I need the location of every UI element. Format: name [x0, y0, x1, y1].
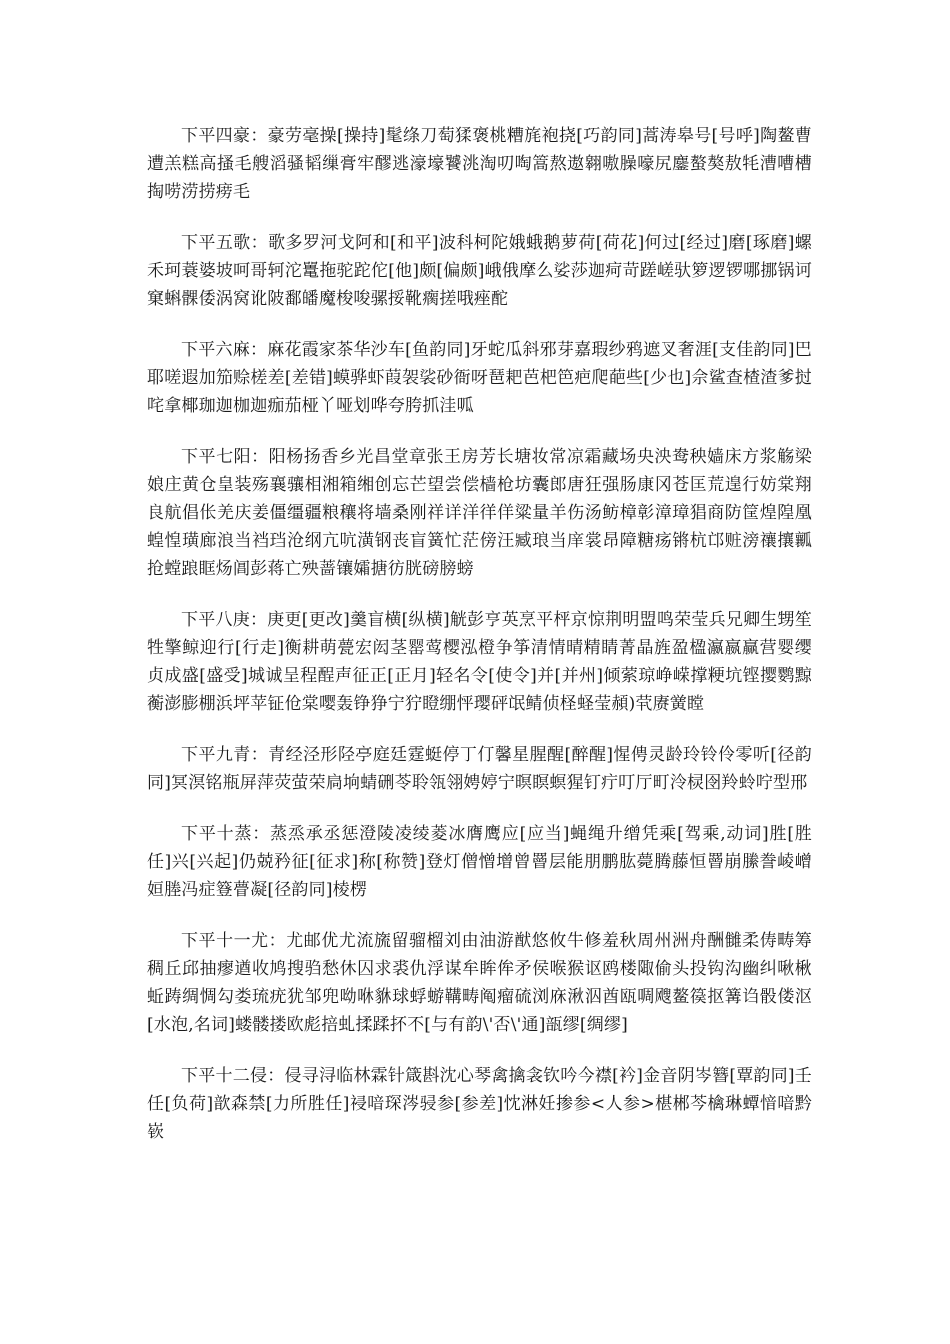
rhyme-paragraph-xiaping-10-zheng: 下平十蒸：蒸烝承丞惩澄陵凌绫菱冰膺鹰应[应当]蝇绳升缯凭乘[驾乘,动词]胜[胜任]兴[兴起]仍兢矜征[征求]称[称赞]登灯僧憎增曾罾层能朋鹏肱薨腾藤恒罾崩縢誊崚嶒姮塍冯症簦瞢凝[径韵同]棱楞 — [147, 824, 812, 900]
rhyme-paragraph-xiaping-5-ge: 下平五歌：歌多罗河戈阿和[和平]波科柯陀娥蛾鹅萝荷[荷花]何过[经过]磨[琢磨]螺禾珂蓑婆坡呵哥轲沱鼍拖驼跎佗[他]颇[偏颇]峨俄摩么娑莎迦疴苛蹉嵯驮箩逻锣哪挪锅诃窠蝌髁倭涡窝讹陂鄱皤魔梭唆骡挼靴瘸搓哦痤酡 — [147, 233, 812, 309]
rhyme-paragraph-xiaping-7-yang: 下平七阳：阳杨扬香乡光昌堂章张王房芳长塘妆常凉霜藏场央泱鸯秧嫱床方浆觞梁娘庄黄仓皇装殇襄骧相湘箱缃创忘芒望尝偿樯枪坊囊郎唐狂强肠康冈苍匡荒遑行妨棠翔良航倡伥羌庆姜僵缰疆粮穰将墙桑刚祥详洋徉佯粱量羊伤汤鲂樟彰漳璋猖商防筐煌隍凰蝗惶璜廊浪当裆珰沧纲亢吭潢钢丧盲簧忙茫傍汪臧琅当庠裳昂障糖疡锵杭邙赃滂禳攘瓤抢螳踉眶炀阊彭蒋亡殃蔷镶孀搪彷胱磅膀螃 — [147, 447, 812, 579]
rhyme-paragraph-xiaping-4-hao: 下平四豪：豪劳毫操[操持]髦绦刀萄猱褒桃糟旄袍挠[巧韵同]蒿涛皋号[号呼]陶鳌曹遭羔糕高搔毛艘滔骚韬缫膏牢醪逃濠壕饕洮淘叨啕篙熬遨翱嗷臊嚎尻鏖螯獒敖牦漕嘈槽掏唠涝捞痨毛 — [147, 126, 812, 202]
rhyme-paragraph-xiaping-12-qin: 下平十二侵：侵寻浔临林霖针箴斟沈心琴禽擒衾钦吟今襟[衿]金音阴岑簪[覃韵同]壬任[负荷]歆森禁[力所胜任]祲喑琛涔骎参[参差]忱淋妊掺参<人参>椹郴芩檎琳蟫愔喑黔嵚 — [147, 1066, 812, 1142]
rhyme-paragraph-xiaping-6-ma: 下平六麻：麻花霞家茶华沙车[鱼韵同]牙蛇瓜斜邪芽嘉瑕纱鸦遮叉奢涯[支佳韵同]巴耶嗟遐加笳赊槎差[差错]蟆骅虾葭袈裟砂衙呀琶耙芭杷笆疤爬葩些[少也]佘鲨查楂渣爹挝咤拿椰珈迦枷迦痂茄桠丫哑划哗夸胯抓洼呱 — [147, 340, 812, 416]
document-page — [147, 122, 812, 1169]
rhyme-paragraph-xiaping-11-you: 下平十一尤：尤邮优尤流旒留骝榴刘由油游猷悠攸牛修羞秋周州洲舟酬雠柔俦畴筹稠丘邱抽瘳遒收鸠搜驺愁休囚求裘仇浮谋牟眸侔矛侯喉猴讴鸥楼陬偷头投钩沟幽纠啾楸蚯踌绸惆勾娄琉疣犹邹兜呦咻貅球蜉蝣鞲畴阄瘤硫浏庥湫泅酋瓯啁飕鳌篌抠篝诌骰偻沤[水泡,名词]蝼髅搂欧彪掊虬揉蹂抔不[与有韵\'否\'通]瓿缪[绸缪] — [147, 931, 812, 1035]
rhyme-paragraph-xiaping-8-geng: 下平八庚：庚更[更改]羹盲横[纵横]觥彭亨英烹平枰京惊荆明盟鸣荣莹兵兄卿生甥笙牲擎鲸迎行[行走]衡耕萌甍宏闳茎罂莺樱泓橙争筝清情晴精睛菁晶旌盈楹瀛嬴赢营婴缨贞成盛[盛受]城诚呈程酲声征正[正月]轻名令[使令]并[并州]倾萦琼峥嵘撑粳坑铿撄鹦黥蘅澎膨棚浜坪苹钲伧棠嘤轰铮狰宁狞瞪绷怦璎砰氓鲭侦柽蛏莹頳)茕赓黉瞠 — [147, 610, 812, 714]
rhyme-paragraph-xiaping-9-qing: 下平九青：青经泾形陉亭庭廷霆蜓停丁仃馨星腥醒[醉醒]惺俜灵龄玲铃伶零听[径韵同]冥溟铭瓶屏萍荧萤荣扃垧蜻硎苓聆瓴翎娉婷宁暝瞑螟猩钉疔叮厅町泠棂囹羚蛉咛型邢 — [147, 745, 812, 793]
